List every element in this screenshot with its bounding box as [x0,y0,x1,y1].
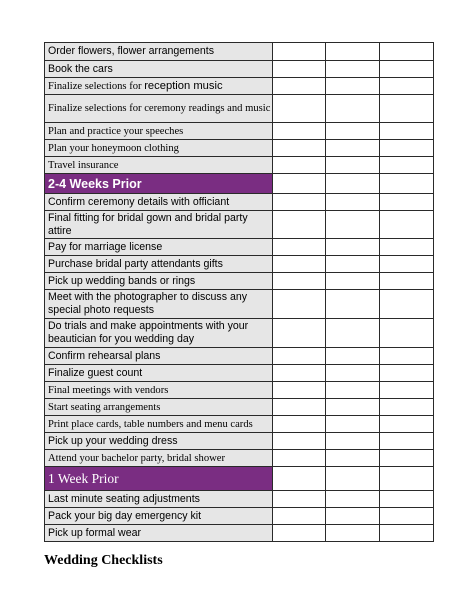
check-cell[interactable] [380,95,434,123]
check-cell[interactable] [380,382,434,399]
check-cell[interactable] [326,61,380,78]
table-row [45,525,434,542]
task-label: Confirm rehearsal plans [45,348,273,365]
task-label: Final meetings with vendors [45,382,273,399]
check-cell[interactable] [326,416,380,433]
check-cell[interactable] [380,319,434,348]
task-label: Meet with the photographer to discuss any special photo requests [45,290,273,319]
check-cell[interactable] [326,78,380,95]
check-cell[interactable] [380,273,434,290]
check-cell[interactable] [273,61,326,78]
check-cell[interactable] [326,365,380,382]
check-cell[interactable] [326,348,380,365]
table-row [45,157,434,174]
check-cell[interactable] [326,95,380,123]
check-cell[interactable] [326,256,380,273]
checklist-body [45,43,434,542]
check-cell[interactable] [273,174,326,194]
check-cell[interactable] [380,140,434,157]
check-cell[interactable] [273,508,326,525]
check-cell[interactable] [273,382,326,399]
check-cell[interactable] [273,273,326,290]
task-label: Book the cars [45,61,273,78]
table-row [45,95,434,123]
table-row [45,78,434,95]
table-row [45,140,434,157]
task-label: Final fitting for bridal gown and bridal party attire [45,211,273,239]
task-label: Confirm ceremony details with officiant [45,194,273,211]
check-cell[interactable] [380,450,434,467]
task-label-part: reception music [144,79,223,92]
task-label-part: Finalize selections for [48,80,145,92]
table-row [45,319,434,348]
table-row [45,43,434,61]
task-label: Pack your big day emergency kit [45,508,273,525]
table-row [45,450,434,467]
check-cell[interactable] [273,467,326,491]
table-row [45,348,434,365]
check-cell[interactable] [326,43,380,61]
checklist-table [44,42,434,542]
check-cell[interactable] [273,140,326,157]
check-cell[interactable] [273,433,326,450]
task-label: Plan your honeymoon clothing [45,140,273,157]
table-row [45,61,434,78]
check-cell[interactable] [380,365,434,382]
check-cell[interactable] [326,157,380,174]
check-cell[interactable] [273,319,326,348]
table-row [45,382,434,399]
task-label: Last minute seating adjustments [45,491,273,508]
check-cell[interactable] [273,416,326,433]
check-cell[interactable] [326,467,380,491]
task-label: Travel insurance [45,157,273,174]
section-header: 1 Week Prior [45,467,273,491]
task-label: Print place cards, table numbers and menu cards [45,416,273,433]
task-label: Pick up your wedding dress [45,433,273,450]
check-cell[interactable] [326,491,380,508]
task-label: Attend your bachelor party, bridal shower [45,450,273,467]
check-cell[interactable] [326,211,380,239]
check-cell[interactable] [380,43,434,61]
table-row [45,365,434,382]
task-label [45,78,273,95]
table-row [45,256,434,273]
table-row [45,399,434,416]
checklist-sheet [44,42,433,542]
check-cell[interactable] [326,433,380,450]
check-cell[interactable] [273,491,326,508]
check-cell[interactable] [326,140,380,157]
check-cell[interactable] [326,319,380,348]
check-cell[interactable] [380,174,434,194]
task-label: Start seating arrangements [45,399,273,416]
check-cell[interactable] [273,123,326,140]
check-cell[interactable] [273,256,326,273]
task-label: Purchase bridal party attendants gifts [45,256,273,273]
section-header-row [45,467,434,491]
check-cell[interactable] [380,78,434,95]
check-cell[interactable] [273,211,326,239]
check-cell[interactable] [380,239,434,256]
check-cell[interactable] [380,256,434,273]
check-cell[interactable] [273,157,326,174]
footer-title: Wedding Checklists [44,553,163,568]
check-cell[interactable] [380,508,434,525]
table-row [45,273,434,290]
check-cell[interactable] [326,399,380,416]
check-cell[interactable] [326,525,380,542]
check-cell[interactable] [380,211,434,239]
check-cell[interactable] [326,273,380,290]
check-cell[interactable] [380,123,434,140]
check-cell[interactable] [380,61,434,78]
check-cell[interactable] [380,467,434,491]
check-cell[interactable] [326,123,380,140]
check-cell[interactable] [380,399,434,416]
task-label: Do trials and make appointments with your beautician for you wedding day [45,319,273,348]
check-cell[interactable] [273,78,326,95]
check-cell[interactable] [326,382,380,399]
table-row [45,239,434,256]
table-row [45,433,434,450]
table-row [45,508,434,525]
check-cell[interactable] [380,348,434,365]
check-cell[interactable] [380,525,434,542]
check-cell[interactable] [326,194,380,211]
table-row [45,211,434,239]
check-cell[interactable] [273,239,326,256]
table-row [45,290,434,319]
task-label: Pick up formal wear [45,525,273,542]
task-label: Plan and practice your speeches [45,123,273,140]
check-cell[interactable] [273,290,326,319]
check-cell[interactable] [273,348,326,365]
check-cell[interactable] [273,525,326,542]
check-cell[interactable] [380,290,434,319]
table-row [45,416,434,433]
check-cell[interactable] [326,239,380,256]
check-cell[interactable] [273,95,326,123]
table-row [45,491,434,508]
check-cell[interactable] [326,174,380,194]
table-row [45,123,434,140]
check-cell[interactable] [380,157,434,174]
check-cell[interactable] [273,194,326,211]
task-label: Finalize selections for ceremony readings and music [45,95,273,123]
check-cell[interactable] [380,491,434,508]
check-cell[interactable] [273,43,326,61]
task-label: Order flowers, flower arrangements [45,43,273,61]
check-cell[interactable] [273,399,326,416]
task-label: Pick up wedding bands or rings [45,273,273,290]
check-cell[interactable] [380,194,434,211]
check-cell[interactable] [273,365,326,382]
table-row [45,194,434,211]
section-header: 2-4 Weeks Prior [45,174,273,194]
check-cell[interactable] [273,450,326,467]
section-header-row [45,174,434,194]
task-label: Finalize guest count [45,365,273,382]
check-cell[interactable] [326,290,380,319]
task-label: Pay for marriage license [45,239,273,256]
check-cell[interactable] [326,508,380,525]
check-cell[interactable] [326,450,380,467]
check-cell[interactable] [380,416,434,433]
check-cell[interactable] [380,433,434,450]
